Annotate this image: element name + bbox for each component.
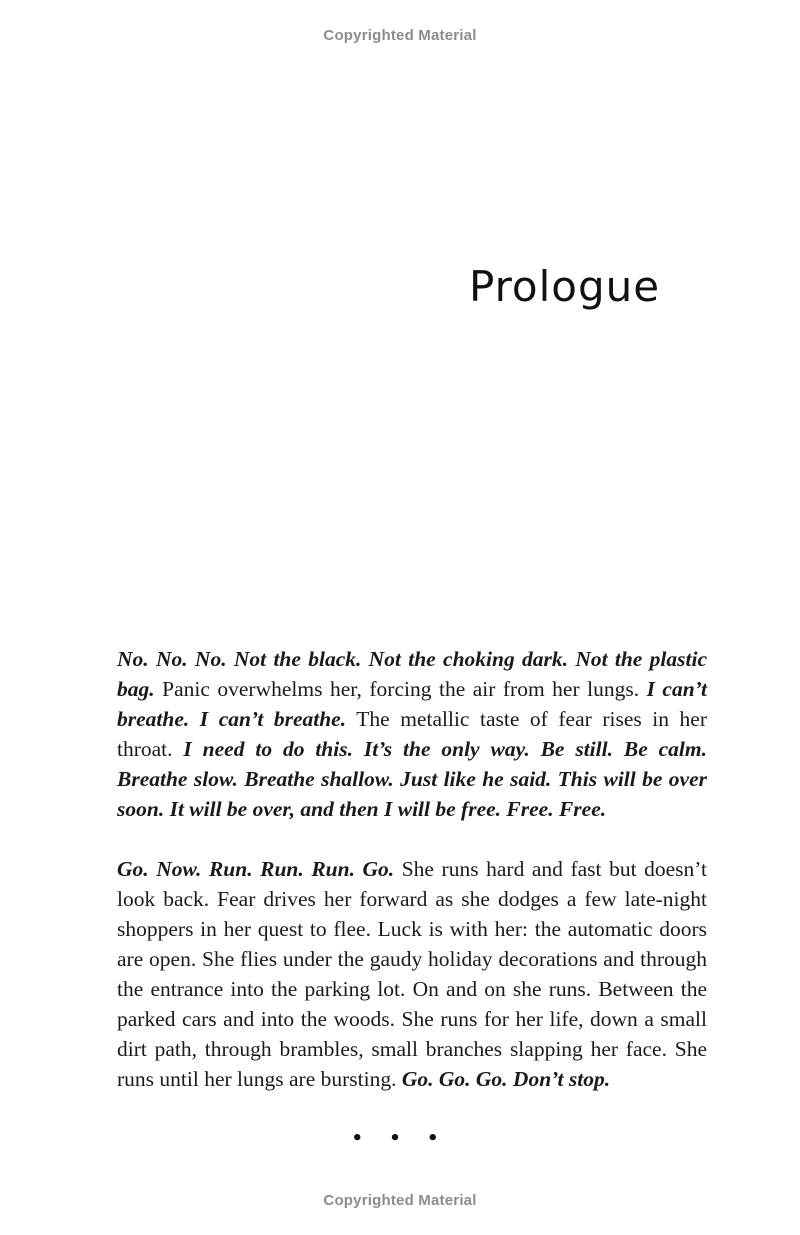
narrative-text: The metallic taste of fear rises in her throat. — [117, 707, 707, 761]
inner-thought-text: I need to do this. It’s the only way. Be still. Be calm. Breathe slow. Breathe shallow. Just like he said. This will be over soon. It will be over, and then I will be free. Free. Free. — [117, 737, 707, 821]
copyright-watermark-top: Copyrighted Material — [323, 27, 477, 44]
narrative-text: Panic overwhelms her, forcing the air from her lungs. — [154, 677, 647, 701]
inner-thought-text: Go. Go. Go. Don’t stop. — [401, 1067, 611, 1091]
chapter-title: Prologue — [469, 262, 661, 311]
section-break-ornament: • • • — [351, 1128, 449, 1149]
inner-thought-text: Go. Now. Run. Run. Run. Go. — [117, 857, 395, 881]
copyright-watermark-bottom: Copyrighted Material — [323, 1192, 477, 1209]
body-paragraph — [117, 854, 707, 1094]
narrative-text: She runs hard and fast but doesn’t look back. Fear drives her forward as she dodges a few late-night shoppers in her quest to flee. Luck is with her: the automatic doors are open. She flies under the gaudy holiday decorations and through the entrance into the parking lot. On and on she runs. Between the parked cars and into the woods. She runs for her life, down a small dirt path, through brambles, small branches slapping her face. She runs until her lungs are bursting. — [117, 857, 707, 1091]
body-paragraph — [117, 644, 707, 824]
inner-thought-text: I can’t breathe. I can’t breathe. — [117, 677, 708, 731]
inner-thought-text: No. No. No. Not the black. Not the choking dark. Not the plastic bag. — [117, 647, 707, 701]
